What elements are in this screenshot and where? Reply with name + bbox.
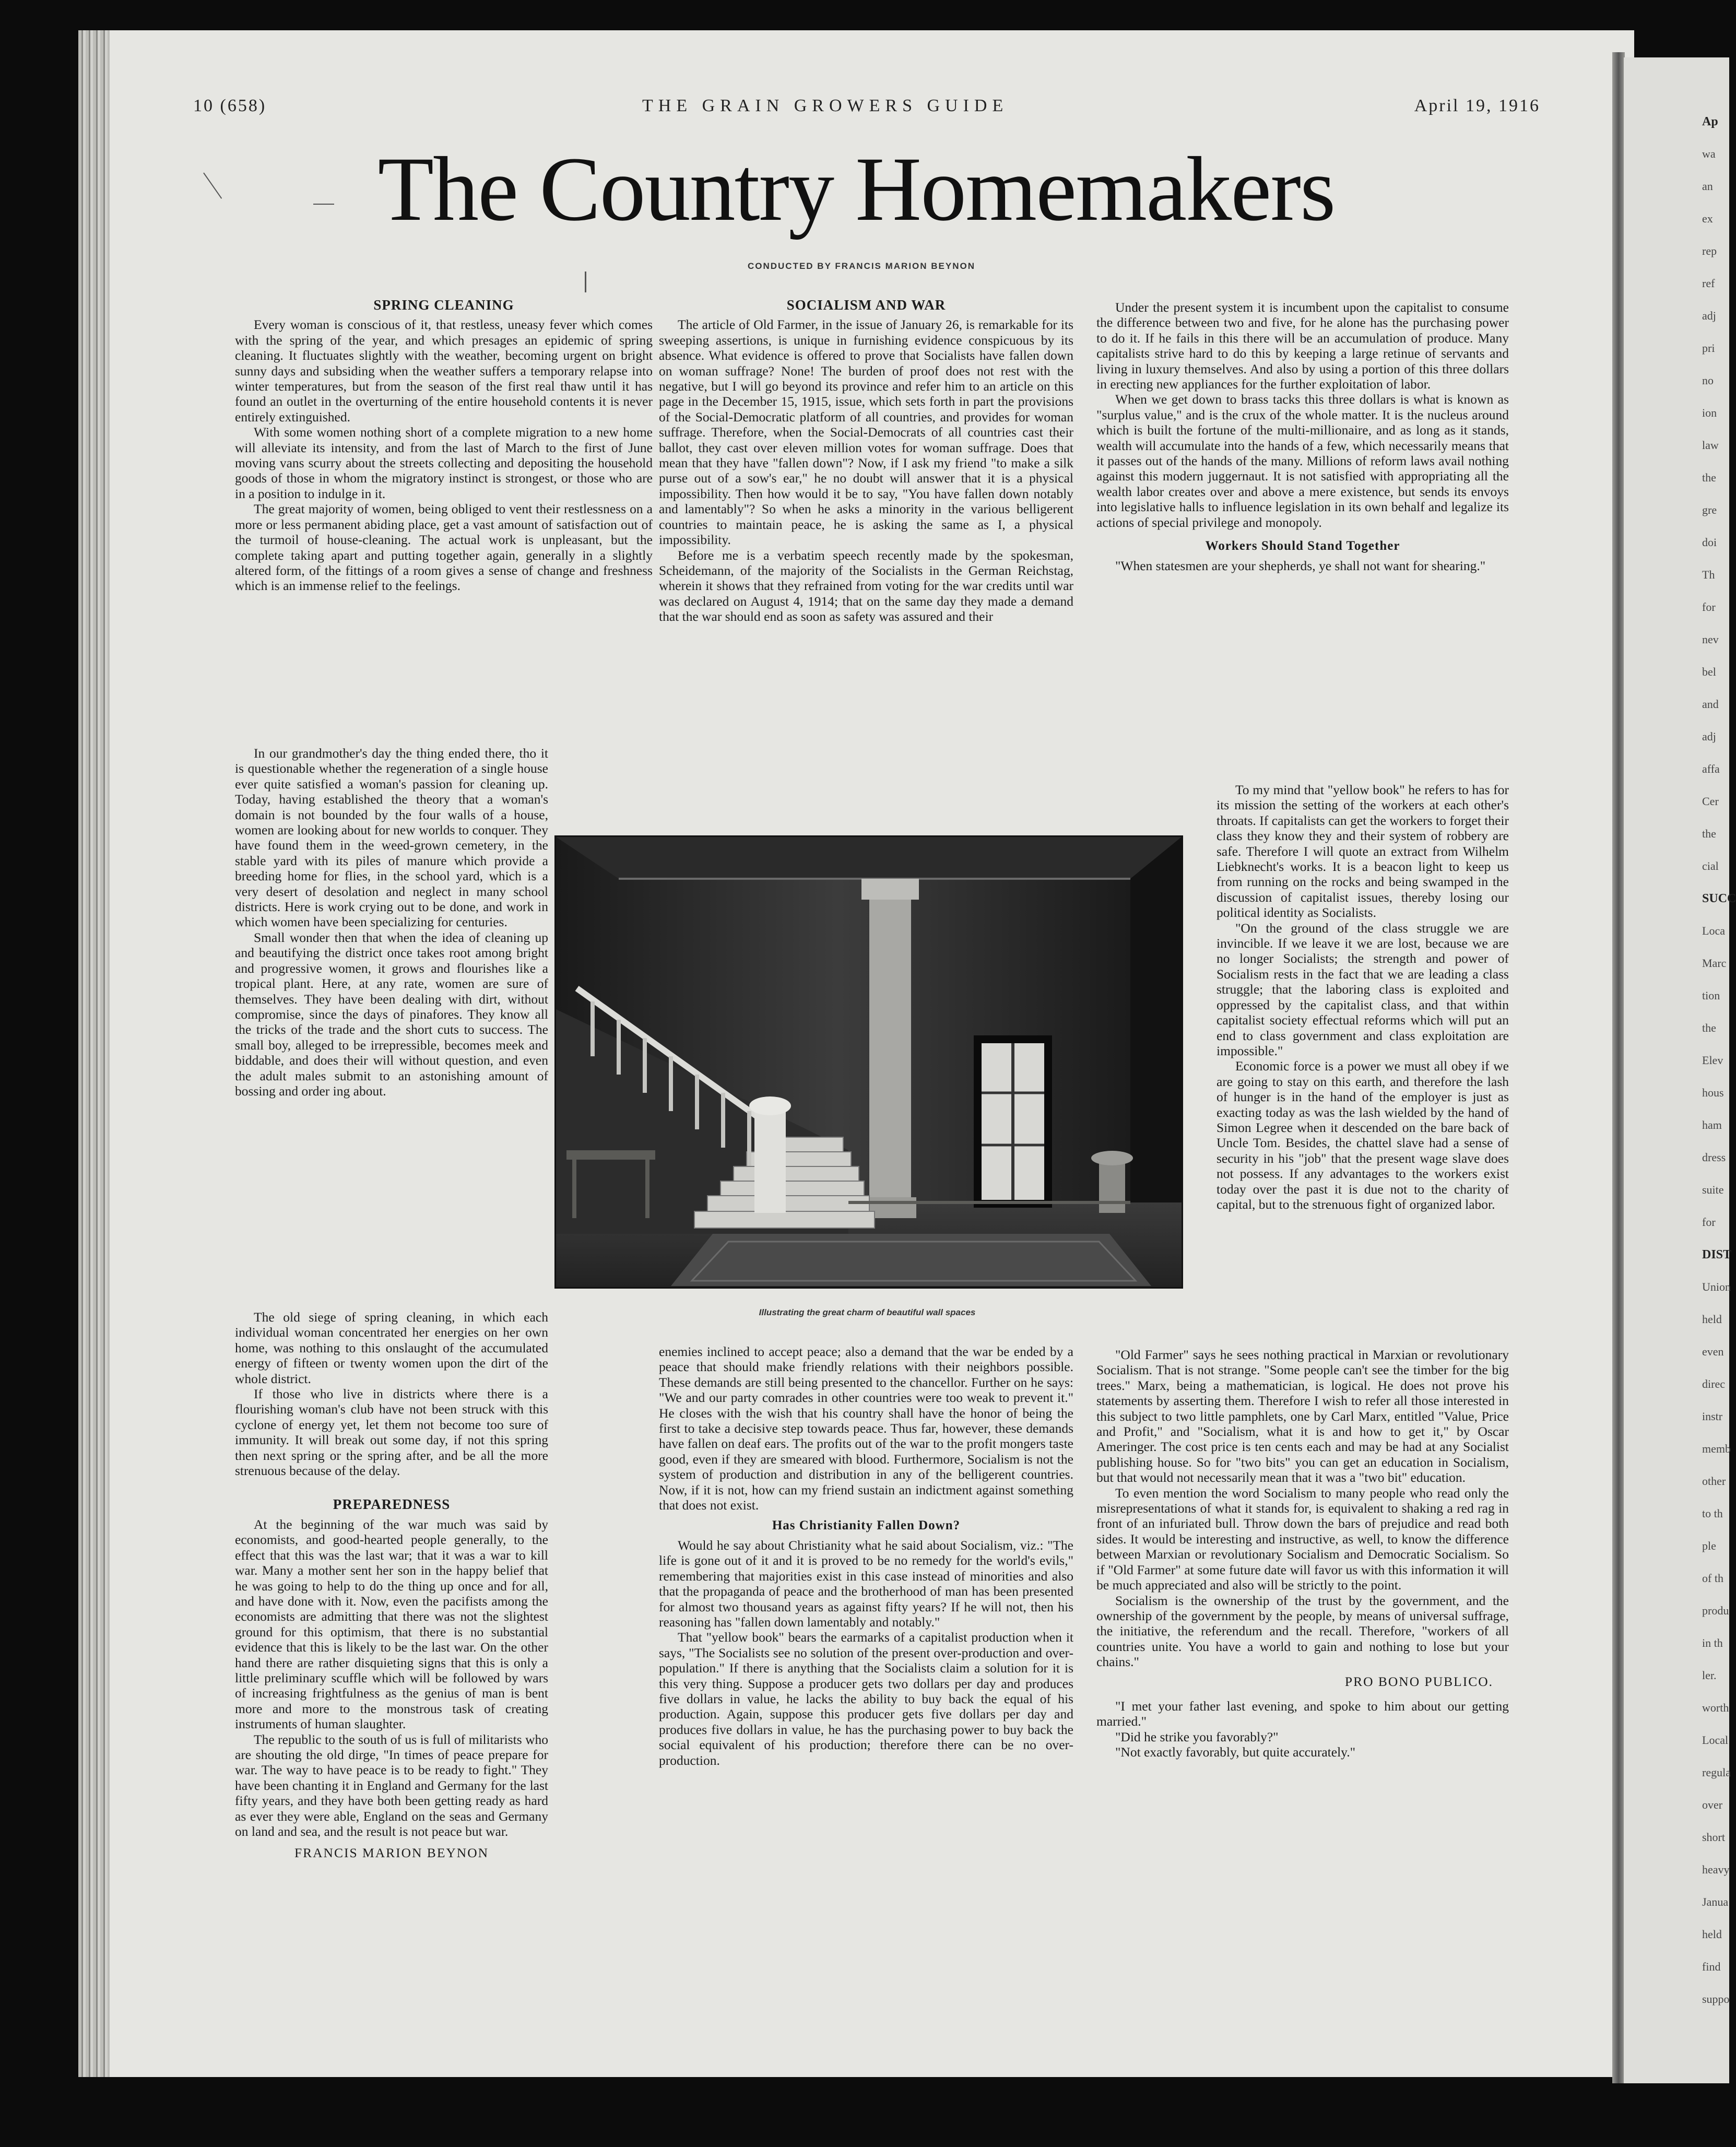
next-page-text-fragment: worth [1702, 1701, 1729, 1714]
next-page-text-fragment: instr [1702, 1410, 1723, 1423]
paragraph: To even mention the word Socialism to many people who read only the misrepresentations of what it stands for, is equivalent to shaking a red rag in front of an infuriated bull. Throw down the bars of prejudice and read both sides. It would be interesting and instructive, as well, to know the difference between Marxian or revolutionary Socialism and Democratic Socialism. So if "Old Farmer" at some future date will favor us with this information it will be much appreciated and also will be strictly to the point. [1096, 1485, 1509, 1593]
next-page-text-fragment: suppo [1702, 1992, 1730, 2006]
next-page-text-fragment: law [1702, 439, 1719, 452]
next-page-text-fragment: and [1702, 698, 1719, 711]
next-page-text-fragment: for [1702, 600, 1716, 614]
publication-name: THE GRAIN GROWERS GUIDE [642, 96, 1009, 115]
paragraph: That "yellow book" bears the earmarks of a capitalist production when it says, "The Socialists see no solution of the present over-production and over-population." If there is anything that the Socialists claim a solution for it is this very thing. Suppose a producer gets two dollars per day and produces five dollars in value, he lacks the ability to buy back the equal of his production. Again, suppose this producer gets five dollars per day and produces five dollars in value, he has the purchasing power to buy back the social equivalent of his production; therefore there can be no over-production. [659, 1630, 1073, 1768]
paragraph: enemies inclined to accept peace; also a demand that the war be ended by a peace that should make friendly relations with their neighbors possible. These demands are still being presented to the chancellor. Further on he says: "We and our party comrades in other countries were too weak to prevent it." He closes with the wish that his country shall have the honor of being the first to take a decisive step towards peace. Thus far, however, these demands have fallen on deaf ears. The profits out of the war to the profit mongers taste good, even if they are smeared with blood. Furthermore, Socialism is not the system of production and distribution in any of the belligerent countries. Now, if it is not, how can my friend sustain an indictment against something that does not exist. [659, 1344, 1073, 1513]
page-number: 10 (658) [193, 96, 267, 115]
column-2 [659, 292, 1073, 624]
next-page-text-fragment: ex [1702, 212, 1713, 225]
next-page-text-fragment: ham [1702, 1118, 1722, 1131]
next-page-text-fragment: of th [1702, 1572, 1723, 1585]
adjacent-page-fragment [1624, 57, 1736, 2083]
next-page-text-fragment: ref [1702, 277, 1715, 290]
next-page-text-fragment: Elev [1702, 1054, 1723, 1067]
column-1 [235, 292, 653, 594]
paragraph: Economic force is a power we must all obey if we are going to stay on this earth, and therefore the lash of hunger is in the hand of the employer is just as exacting today as was the lash wielded by the hand of Simon Legree when it descended on the bare back of Uncle Tom. Besides, the chattel slave had a sense of security in his "job" that the present wage slave does not possess. If any advantages to the workers exist today over the past it is due not to the charity of capital, but to the strenuous fight of organized labor. [1217, 1058, 1509, 1212]
page-stack-edge [78, 30, 110, 2077]
next-page-text-fragment: Th [1702, 568, 1715, 581]
section-masthead: The Country Homemakers [377, 138, 1335, 240]
next-page-text-fragment: Union [1702, 1280, 1731, 1293]
next-page-text-fragment: over [1702, 1798, 1723, 1811]
subheading-christianity: Has Christianity Fallen Down? [772, 1518, 961, 1533]
next-page-text-fragment: ion [1702, 406, 1717, 419]
subheading-workers: Workers Should Stand Together [1205, 539, 1400, 553]
column-3-lower [1096, 1347, 1509, 1760]
next-page-text-fragment: in th [1702, 1636, 1723, 1649]
next-page-text-fragment: ler. [1702, 1669, 1717, 1682]
next-page-text-fragment: nev [1702, 633, 1719, 646]
paragraph: "On the ground of the class struggle we are invincible. If we leave it we are lost, because we are no longer Socialists; the strength and power of Socialism rests in the fact that we are leading a class struggle; that the laboring class is exploited and oppressed by the capitalist class, and that within capitalist society effectual reforms which will put an end to class government and class exploitation are impossible." [1217, 920, 1509, 1058]
next-page-text-fragment: find [1702, 1960, 1721, 1973]
next-page-text-fragment: held [1702, 1313, 1722, 1326]
joke-line: "I met your father last evening, and spoke to him about our getting married." [1096, 1698, 1509, 1729]
next-page-text-fragment: gre [1702, 503, 1717, 516]
page-gutter [1612, 52, 1625, 2083]
next-page-text-fragment: Cer [1702, 795, 1719, 808]
next-page-text-fragment: Marc [1702, 957, 1727, 970]
next-page-text-fragment: regula [1702, 1766, 1731, 1779]
next-page-text-fragment: the [1702, 1021, 1716, 1034]
joke-line: "Did he strike you favorably?" [1115, 1729, 1279, 1744]
column-3-narrow [1217, 782, 1509, 1212]
next-page-text-fragment: SUCC [1702, 892, 1736, 905]
column-1-narrow [235, 746, 548, 1099]
paragraph: Every woman is conscious of it, that restless, uneasy fever which comes with the spring of the year, and which presages an epidemic of spring cleaning. It fluctuates slightly with the weather, becoming urgent on bright sunny days and subsiding when the weather suffers a temporary relapse into winter temperatures, but from the season of the first real thaw until it has found an outlet in the overturning of the entire household contents it is never entirely extinguished. [235, 317, 653, 424]
next-page-text-fragment: for [1702, 1216, 1716, 1229]
paragraph: The article of Old Farmer, in the issue of January 26, is remarkable for its sweeping assertions, is unique in furnishing evidence conspicuous by its absence. What evidence is offered to prove that Socialists have fallen down on woman suffrage? None! The burden of proof does not rest with the negative, but I will go beyond its province and refer him to an article on this page in the December 15, 1915, issue, which sets forth in part the provisions of the Social-Democratic platform of all countries, and provides for woman suffrage. Therefore, when the Social-Democrats of all countries cast their ballot, they cast over eleven million votes for woman suffrage. Does that mean that they have "fallen down"? Now, if I ask my friend "to make a silk purse out of a sow's ear," he no doubt will answer that it is a physical impossibility. Then how would it be to say, "You have fallen down notably and lamentably"? So when he asks a minority in the various belligerent countries to maintain peace, he is asking the same as I, a physical impossibility. [659, 317, 1073, 548]
next-page-text-fragment: wa [1702, 147, 1716, 160]
article-heading-socialism-and-war: SOCIALISM AND WAR [786, 297, 946, 313]
article-heading-spring-cleaning: SPRING CLEANING [373, 297, 514, 313]
scan-mark [585, 272, 586, 292]
paragraph: Under the present system it is incumbent upon the capitalist to consume the difference between two and five, for he alone has the purchasing power to do it. If he fails in this there will be an accumulation of produce. Many capitalists strive hard to do this by keeping a large retinue of servants and living in luxury themselves. And also by using a portion of this three dollars in erecting new appliances for the further exploitation of labor. [1096, 300, 1509, 392]
next-page-text-fragment: ple [1702, 1539, 1716, 1552]
next-page-text-fragment: no [1702, 374, 1714, 387]
paragraph: The old siege of spring cleaning, in which each individual woman concentrated her energies on her own home, was nothing to this onslaught of the accumulated energy of fifteen or twenty women upon the dirt of the whole district. [235, 1310, 548, 1386]
next-page-text-fragment: tion [1702, 989, 1720, 1002]
next-page-text-fragment: held [1702, 1928, 1722, 1941]
column-1-lower [235, 1310, 548, 1861]
article-heading-preparedness: PREPAREDNESS [333, 1496, 451, 1513]
issue-date: April 19, 1916 [1414, 96, 1540, 115]
paragraph: The republic to the south of us is full of militarists who are shouting the old dirge, "In times of peace prepare for war. The way to have peace is to be ready to fight." They have been chanting it in England and Germany for the last fifty years, and they have both been getting ready as hard as ever they were able, England on the seas and Germany on land and sea, and the result is not peace but war. [235, 1731, 548, 1839]
next-page-text-fragment: hous [1702, 1086, 1724, 1099]
next-page-text-fragment: short [1702, 1831, 1725, 1844]
next-page-text-fragment: dress [1702, 1151, 1726, 1164]
next-page-text-fragment: affa [1702, 762, 1720, 775]
next-page-text-fragment: Loca [1702, 924, 1725, 937]
next-page-text-fragment: bel [1702, 665, 1716, 678]
column-3 [1096, 300, 1509, 573]
next-page-text-fragment: to th [1702, 1507, 1723, 1520]
next-page-text-fragment: rep [1702, 244, 1717, 257]
next-page-text-fragment: adj [1702, 730, 1716, 743]
paragraph: Would he say about Christianity what he said about Socialism, viz.: "The life is gone out of it and it is proved to be no remedy for the world's evils," remembering that majorities exist in this case instead of minorities and also that the propaganda of peace and the brotherhood of man has been presented for almost two thousand years as against fifty years? If he will not, then his reasoning has "fallen down lamentably and notably." [659, 1537, 1073, 1630]
paragraph: In our grandmother's day the thing ended there, tho it is questionable whether the regeneration of a single house ever quite satisfied a woman's passion for cleaning up. Today, having established the theory that a woman's domain is not bounded by the four walls of a house, women are looking about for new worlds to conquer. They have found them in the weed-grown cemetery, in the stable yard with its piles of manure which provide a breeding home for flies, in the school yard, which is a very desert of desolation and neglect in many school districts. Here is work crying out to be done, and work in which women have been specializing for centuries. [235, 746, 548, 930]
next-page-text-fragment: Ap [1702, 115, 1718, 128]
next-page-text-fragment: an [1702, 180, 1713, 193]
next-page-text-fragment: the [1702, 827, 1716, 840]
next-page-text-fragment: suite [1702, 1183, 1724, 1196]
staircase-photograph [554, 835, 1183, 1289]
photo-caption: Illustrating the great charm of beautiful wall spaces [759, 1307, 976, 1317]
paragraph: To my mind that "yellow book" he refers to has for its mission the setting of the workers at each other's throats. If capitalists can get the workers to forget their class they know they and their system of robbery are safe. Therefore I will quote an extract from Wilhelm Liebknecht's works. It is a beacon light to keep us from running on the rocks and being swamped in the discussion of capitalist issues, thereby losing our political identity as Socialists. [1217, 782, 1509, 921]
joke-line: "Not exactly favorably, but quite accurately." [1115, 1744, 1356, 1760]
paragraph: The great majority of women, being obliged to vent their restlessness on a more or less permanent abiding place, get a vast amount of satisfaction out of the turmoil of house-cleaning. The actual work is unpleasant, but the complete taking apart and putting together again, generally in a slightly altered form, of the fittings of a room gives a sense of change and freshness which is an immense relief to the feelings. [235, 501, 653, 594]
next-page-text-fragment: pri [1702, 341, 1715, 355]
paragraph: "When statesmen are your shepherds, ye shall not want for shearing." [1115, 558, 1486, 573]
next-page-text-fragment: Janua [1702, 1895, 1729, 1908]
next-page-text-fragment: even [1702, 1345, 1724, 1358]
scan-mark [313, 204, 334, 205]
paragraph: With some women nothing short of a complete migration to a new home will alleviate its intensity, and from the last of March to the first of June moving vans scurry about the streets collecting and depositing the household goods of those in whom the migratory instinct is strongest, or those who are in a position to indulge in it. [235, 424, 653, 501]
paragraph: When we get down to brass tacks this three dollars is what is known as "surplus value," and is the crux of the whole matter. It is the nucleus around which is built the fortune of the multi-millionaire, and as long as it stands, wealth will accumulate into the hands of a few, which necessarily means that it passes out of the hands of the many. Millions of reform laws avail nothing against this modern juggernaut. It is not satisfied with appropriating all the wealth labor creates over and above a mere existence, but sends its envoys into legislative halls to influence legislation in its own behalf and legalize its actions of special privilege and monopoly. [1096, 392, 1509, 530]
next-page-text-fragment: heavy [1702, 1863, 1730, 1876]
paragraph: At the beginning of the war much was said by economists, and good-hearted people generally, to the effect that this was the last war; that it was a war to kill war. Many a mother sent her son in the happy belief that he was going to help to do the thing up once and for all, and have done with it. Now, even the pacifists among the economists are admitting that there was not the slightest ground for this optimism, that there is no substantial evidence that this is likely to be the last war. On the other hand there are rather disquieting signs that this is only a little preliminary scuffle which will be followed by wars of increasing frightfulness as the genius of man is bent more and more to the monstrous task of creating instruments of human slaughter. [235, 1516, 548, 1732]
signature: FRANCIS MARION BEYNON [294, 1845, 489, 1861]
staircase-illustration [556, 837, 1182, 1287]
signature: PRO BONO PUBLICO. [1344, 1673, 1493, 1689]
byline: CONDUCTED BY FRANCIS MARION BEYNON [747, 261, 976, 271]
page-header [193, 96, 1540, 122]
paragraph: "Old Farmer" says he sees nothing practical in Marxian or revolutionary Socialism. That is not strange. "Some people can't see the timber for the big trees." Marx, being a mathematician, is logical. He does not prove his statements by asserting them. Therefore I wish to refer all those interested in this subject to two little pamphlets, one by Carl Marx, entitled "Value, Price and Profit," and "Socialism, what it is and how to get it," by Oscar Ameringer. The cost price is ten cents each and may be had at any Socialist publishing house. So for "two bits" you can get an education in Socialism, but that would not necessarily mean that it was a "two bit" education. [1096, 1347, 1509, 1485]
next-page-text-fragment: DIST [1702, 1248, 1732, 1261]
column-2-lower [659, 1344, 1073, 1768]
next-page-text-fragment: adj [1702, 309, 1716, 322]
next-page-text-fragment: cial [1702, 859, 1719, 872]
next-page-text-fragment: the [1702, 471, 1716, 484]
paragraph: Before me is a verbatim speech recently made by the spokesman, Scheidemann, of the majority of the Socialists in the German Reichstag, wherein it shows that they refrained from voting for the war credits until war was declared on August 4, 1914; that on the same day they made a demand that the war should end as soon as safety was assured and their [659, 547, 1073, 624]
paragraph: If those who live in districts where there is a flourishing woman's club have not been struck with this cyclone of energy yet, let them not become too sure of immunity. It will break out some day, if not this spring then next spring or the spring after, and be all the more strenuous because of the delay. [235, 1386, 548, 1479]
paragraph: Small wonder then that when the idea of cleaning up and beautifying the district once takes root among bright and progressive women, it grows and flourishes like a tropical plant. Here, at any rate, women are sure of themselves. They have been dealing with dirt, without compromise, since the days of pinafores. They know all the tricks of the trade and the short cuts to success. The small boy, alleged to be irrepressible, becomes meek and biddable, and does their will without question, and even the adult males submit to an astonishing amount of bossing and order ing about. [235, 929, 548, 1099]
next-page-text-fragment: memb [1702, 1442, 1731, 1455]
next-page-text-fragment: produ [1702, 1604, 1729, 1617]
next-page-text-fragment: direc [1702, 1377, 1725, 1390]
paragraph: Socialism is the ownership of the trust by the government, and the ownership of the government by the people, by means of universal suffrage, the initiative, the referendum and the recall. Therefore, "workers of all countries unite. You have a world to gain and nothing to lose but your chains." [1096, 1592, 1509, 1670]
next-page-text-fragment: other [1702, 1474, 1726, 1488]
next-page-text-fragment: doi [1702, 536, 1717, 549]
next-page-text-fragment: Local [1702, 1733, 1729, 1747]
